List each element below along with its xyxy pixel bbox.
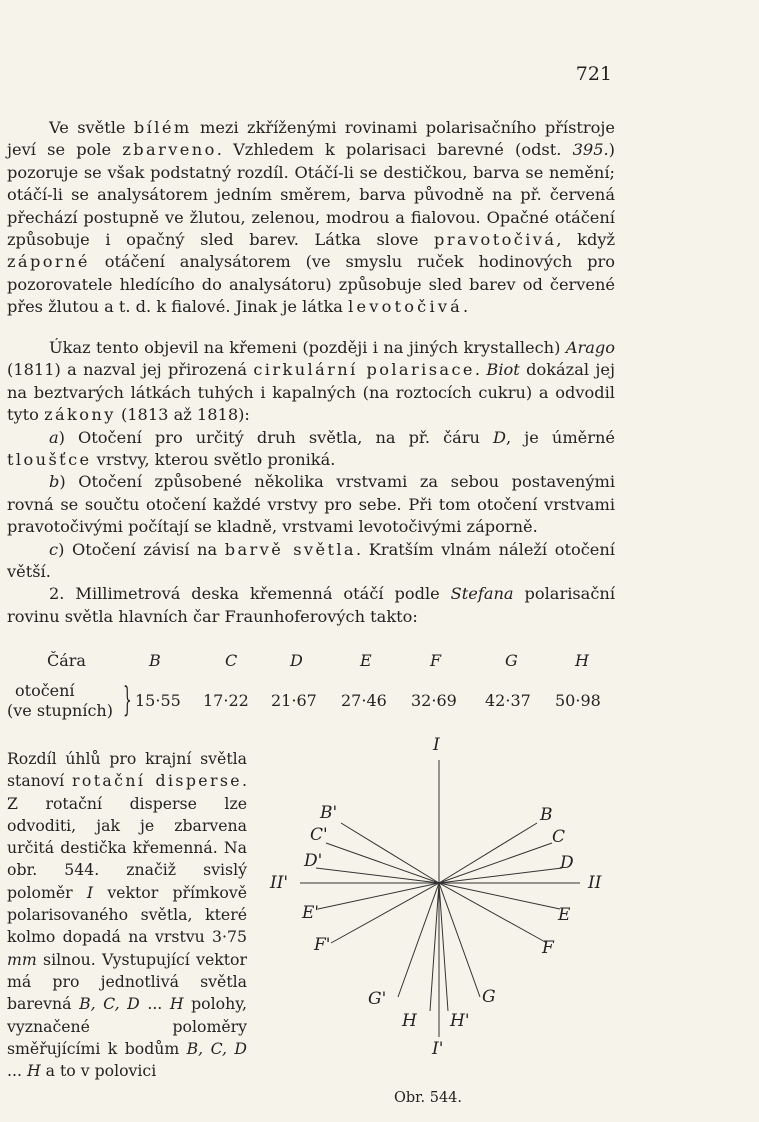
table-line-h: H	[575, 651, 589, 670]
paragraph-law-a: a) Otočení pro určitý druh světla, na př. čáru D, je úměrné tloušťce vrstvy, kterou světlo proniká.	[7, 427, 615, 470]
table-line-f: F	[430, 651, 442, 670]
rotation-table	[7, 651, 607, 726]
table-line-g: G	[505, 651, 518, 670]
table-row-label: otočení	[15, 681, 75, 700]
paragraph-law-b: b) Otočení způsobené několika vrstvami za sebou postavenými rovná se součtu otočení každé vrstvy pro sebe. Při tom otočení vrstvami pravotočivými počítají se kladně, vrstvami levotočivými záporně.	[7, 472, 615, 537]
radius-f	[439, 883, 547, 943]
radius-g-prime	[398, 883, 439, 997]
table-brace: }	[123, 680, 132, 720]
table-value: 17·22	[203, 691, 249, 710]
figure-label-b-prime: B'	[320, 803, 338, 823]
figure-label-e-prime: E'	[302, 903, 320, 923]
paragraph-law-c: c) Otočení závisí na barvě světla. Kratším vlnám náleží otočení větší.	[7, 539, 615, 582]
radius-h	[439, 883, 448, 1011]
figure-544	[262, 735, 622, 1115]
radius-c	[439, 843, 552, 883]
figure-label-ii-prime: II'	[270, 873, 289, 893]
paragraph-discovery: Úkaz tento objevil na křemeni (později i na jiných krystallech) Arago (1811) a nazval jej přirozená cirkulární polarisace. Biot dokázal jej na beztvarých látkách tuhých i kapalných (na roztocích cukru) a odvodil tyto zákony (1813 až 1818):	[7, 338, 615, 425]
table-value: 27·46	[341, 691, 387, 710]
side-paragraph	[7, 748, 247, 1082]
paragraph-dispersion: Rozdíl úhlů pro krajní světla stanoví rotační disperse. Z rotační disperse lze odvoditi, jak je zbarvena určitá destička křemenná. Na obr. 544. značiž svislý poloměr I vektor přímkově polarisovaného světla, které kolmo dopadá na vrstvu 3·75 mm silnou. Vystupující vektor má pro jednotlivá světla barevná B, C, D ... H polohy, vyznačené poloměry směřujícími k bodům B, C, D ... H a to v polovici	[7, 749, 247, 1081]
radius-e-prime	[318, 883, 439, 909]
table-value: 15·55	[135, 691, 181, 710]
figure-label-f-prime: F'	[314, 935, 331, 955]
figure-label-i: I	[433, 735, 440, 755]
paragraph-quartz: 2. Millimetrová deska křemenná otáčí podle Stefana polarisační rovinu světla hlavních čar Fraunhoferových takto:	[7, 584, 615, 626]
main-text-bottom	[7, 337, 615, 628]
figure-label-b: B	[540, 805, 553, 825]
table-value: 50·98	[555, 691, 601, 710]
figure-label-h: H	[402, 1011, 417, 1031]
page-number: 721	[575, 63, 612, 85]
radius-h-prime	[430, 883, 439, 1011]
figure-label-i-prime: I'	[432, 1039, 444, 1059]
figure-label-f: F	[542, 938, 554, 958]
table-values-row	[7, 681, 607, 726]
figure-label-c-prime: C'	[310, 825, 328, 845]
table-line-b: B	[149, 651, 161, 670]
figure-label-ii: II	[588, 873, 602, 893]
figure-label-d-prime: D'	[304, 851, 323, 871]
table-value: 32·69	[411, 691, 457, 710]
radius-d	[439, 868, 562, 883]
radius-d-prime	[316, 868, 439, 883]
radius-g	[439, 883, 480, 997]
figure-caption: Obr. 544.	[394, 1090, 463, 1106]
table-value: 42·37	[485, 691, 531, 710]
figure-label-e: E	[558, 905, 571, 925]
table-line-c: C	[225, 651, 238, 670]
table-row-label-units: (ve stupních)	[7, 701, 113, 720]
table-header-row	[7, 651, 607, 675]
table-value: 21·67	[271, 691, 317, 710]
figure-label-g-prime: G'	[368, 989, 387, 1009]
table-line-d: D	[290, 651, 303, 670]
figure-label-g: G	[482, 987, 496, 1007]
radius-f-prime	[331, 883, 439, 943]
radius-e	[439, 883, 560, 909]
figure-label-c: C	[552, 827, 566, 847]
table-header-label: Čára	[47, 651, 86, 670]
radius-c-prime	[326, 843, 439, 883]
main-text-top	[7, 117, 615, 319]
paragraph-intro: Ve světle bílém mezi zkříženými rovinami polarisačního přístroje jeví se pole zbarveno. Vzhledem k polarisaci barevné (odst. 395.) pozoruje se však podstatný rozdíl. Otáčí-li se destičkou, barva se nemění; otáčí-li se analysátorem jedním směrem, barva původně na př. červená přechází postupně ve žlutou, zelenou, modrou a fialovou. Opačné otáčení způsobuje i opačný sled barev. Látka slove pravotočivá, když záporné otáčení analysátorem (ve smyslu ruček hodinových pro pozorovatele hledícího do analysátoru) způsobuje sled barev od červené přes žlutou a t. d. k fialové. Jinak je látka levotočivá.	[7, 118, 615, 317]
figure-label-d: D	[560, 853, 574, 873]
figure-label-h-prime: H'	[450, 1011, 470, 1031]
table-line-e: E	[360, 651, 372, 670]
